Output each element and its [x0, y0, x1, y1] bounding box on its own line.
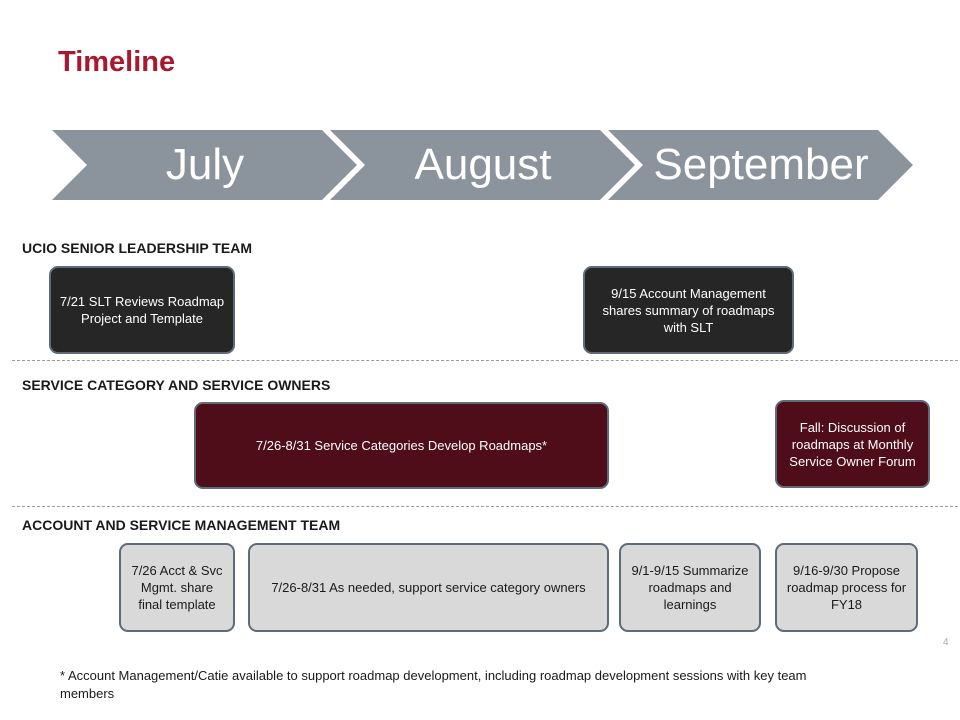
owners-forum-box — [775, 400, 930, 488]
month-label-july: July — [165, 140, 245, 189]
divider-1 — [12, 360, 958, 361]
mgmt-template-text: 7/26 Acct & Svc Mgmt. share final template — [131, 563, 223, 612]
month-label-september: September — [653, 140, 869, 189]
mgmt-summarize-box — [619, 543, 761, 632]
divider-2 — [12, 506, 958, 507]
mgmt-summarize-text: 9/1-9/15 Summarize roadmaps and learnings — [631, 563, 749, 612]
slt-summary-box — [583, 266, 794, 354]
mgmt-support-box — [248, 543, 609, 632]
page-title: Timeline — [58, 46, 176, 78]
mgmt-propose-box — [775, 543, 918, 632]
month-label-august: August — [414, 140, 552, 189]
slt-review-text: 7/21 SLT Reviews Roadmap Project and Template — [59, 294, 225, 326]
mgmt-heading: ACCOUNT AND SERVICE MANAGEMENT TEAM — [22, 517, 341, 533]
page-number: 4 — [943, 637, 949, 648]
mgmt-support-text: 7/26-8/31 As needed, support service category owners — [271, 580, 586, 595]
owners-forum-text: Fall: Discussion of roadmaps at Monthly Service Owner Forum — [789, 419, 916, 469]
slt-heading: UCIO SENIOR LEADERSHIP TEAM — [22, 240, 252, 256]
mgmt-propose-text: 9/16-9/30 Propose roadmap process for FY18 — [786, 563, 907, 612]
owners-heading: SERVICE CATEGORY AND SERVICE OWNERS — [22, 377, 331, 393]
mgmt-template-box — [119, 543, 235, 632]
owners-develop-box — [194, 402, 609, 489]
slt-summary-text: 9/15 Account Management shares summary of roadmaps with SLT — [602, 285, 775, 335]
slt-review-box — [49, 266, 235, 354]
owners-develop-text: 7/26-8/31 Service Categories Develop Roadmaps* — [255, 438, 548, 453]
footnote: * Account Management/Catie available to support roadmap development, including roadmap development sessions with key team members — [60, 668, 807, 701]
